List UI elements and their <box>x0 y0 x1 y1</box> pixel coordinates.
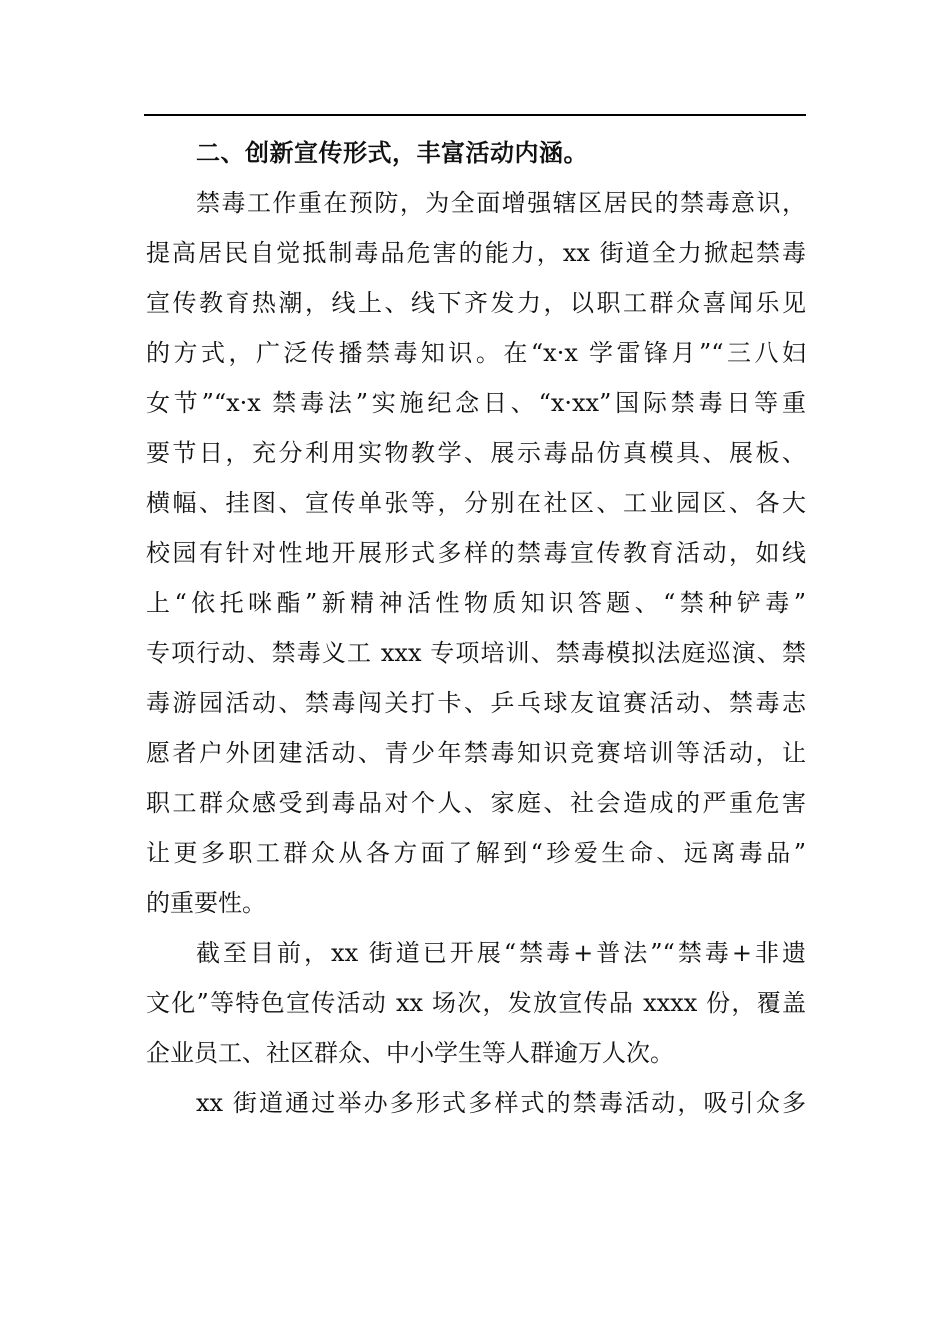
text-line: 文化”等特色宣传活动 xx 场次，发放宣传品 xxxx 份，覆盖 <box>146 989 806 1017</box>
text-line: 禁毒工作重在预防，为全面增强辖区居民的禁毒意识， <box>196 189 806 217</box>
text-line: 职工群众感受到毒品对个人、家庭、社会造成的严重危害 <box>146 789 806 817</box>
header-rule <box>144 114 806 116</box>
text-line: 要节日，充分利用实物教学、展示毒品仿真模具、展板、 <box>146 439 806 467</box>
paragraph-2 <box>146 928 806 1078</box>
text-line: 横幅、挂图、宣传单张等，分别在社区、工业园区、各大 <box>146 489 806 517</box>
text-line: 女节”“x·x 禁毒法”实施纪念日、“x·xx”国际禁毒日等重 <box>146 389 806 417</box>
document-body <box>146 128 806 1128</box>
paragraph-1 <box>146 178 806 928</box>
text-line: 提高居民自觉抵制毒品危害的能力，xx 街道全力掀起禁毒 <box>146 239 806 267</box>
text-line: 企业员工、社区群众、中小学生等人群逾万人次。 <box>146 1039 674 1067</box>
text-line: 校园有针对性地开展形式多样的禁毒宣传教育活动，如线 <box>146 539 806 567</box>
paragraph-3 <box>146 1078 806 1128</box>
text-line: 让更多职工群众从各方面了解到“珍爱生命、远离毒品” <box>146 839 806 867</box>
text-line: 截至目前，xx 街道已开展“禁毒+普法”“禁毒+非遗 <box>196 939 806 967</box>
text-line: 宣传教育热潮，线上、线下齐发力，以职工群众喜闻乐见 <box>146 289 806 317</box>
text-line: xx 街道通过举办多形式多样式的禁毒活动，吸引众多 <box>196 1089 806 1117</box>
text-line: 愿者户外团建活动、青少年禁毒知识竞赛培训等活动，让 <box>146 739 806 767</box>
text-line: 毒游园活动、禁毒闯关打卡、乒乓球友谊赛活动、禁毒志 <box>146 689 806 717</box>
section-heading: 二、创新宣传形式，丰富活动内涵。 <box>196 139 588 167</box>
text-line: 专项行动、禁毒义工 xxx 专项培训、禁毒模拟法庭巡演、禁 <box>146 639 806 667</box>
text-line: 上“依托咪酯”新精神活性物质知识答题、“禁种铲毒” <box>146 589 806 617</box>
text-line: 的方式，广泛传播禁毒知识。在“x·x 学雷锋月”“三八妇 <box>146 339 806 367</box>
text-line: 的重要性。 <box>146 889 266 917</box>
